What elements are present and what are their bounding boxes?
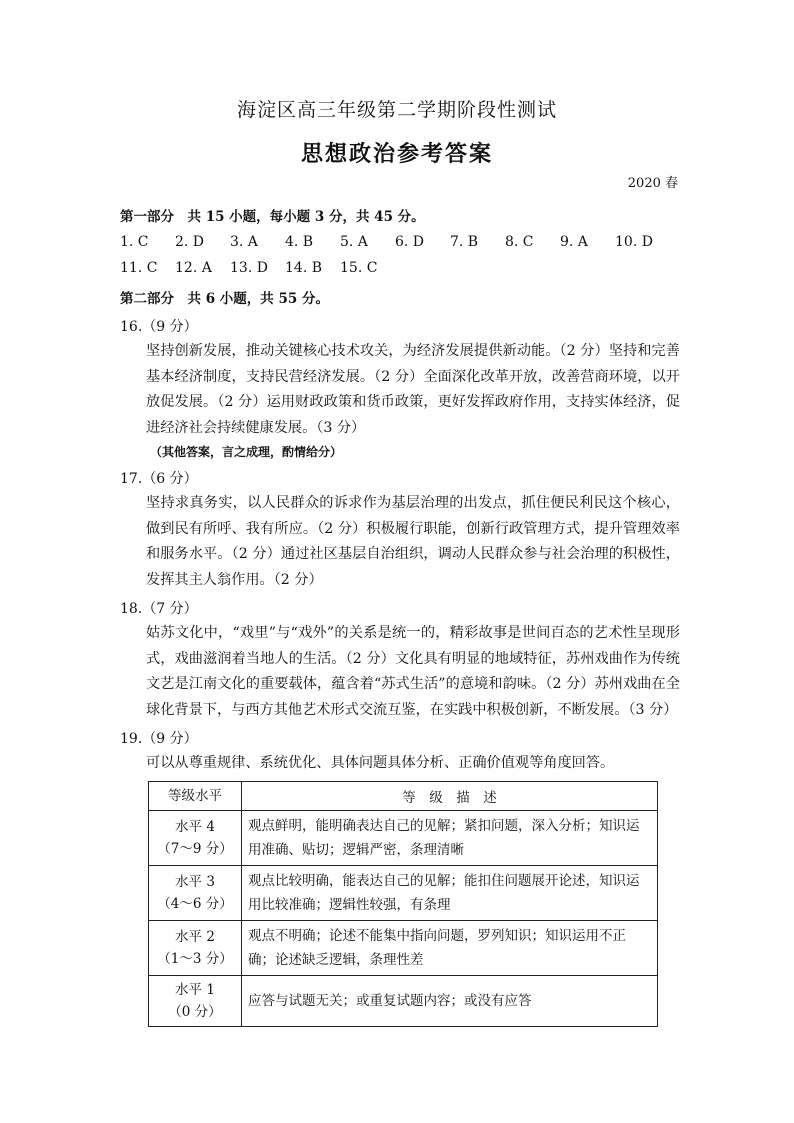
part1-heading: 第一部分 共 15 小题，每小题 3 分，共 45 分。 bbox=[120, 209, 425, 225]
answer-item: 15. C bbox=[340, 260, 378, 276]
level-name: 水平 4 bbox=[175, 818, 215, 835]
answer-item: 11. C bbox=[120, 260, 158, 276]
answer-item: 10. D bbox=[615, 234, 653, 250]
question-19-heading: 19.（9 分） bbox=[120, 731, 198, 747]
table-row bbox=[149, 810, 658, 865]
level-cell bbox=[149, 920, 242, 975]
table-header-row bbox=[149, 781, 658, 810]
table-row bbox=[149, 865, 658, 920]
level-description: 应答与试题无关；或重复试题内容；或没有应答 bbox=[242, 975, 658, 1026]
question-16-heading: 16.（9 分） bbox=[120, 319, 198, 335]
answer-item: 13. D bbox=[230, 260, 268, 276]
document-subtitle: 思想政治参考答案 bbox=[300, 141, 493, 167]
answer-item: 7. B bbox=[450, 234, 479, 250]
level-range: （0 分） bbox=[168, 1003, 222, 1020]
level-description: 观点不明确；论述不能集中指向问题，罗列知识；知识运用不正确；论述缺乏逻辑，条理性差 bbox=[242, 920, 658, 975]
answer-item: 8. C bbox=[505, 234, 534, 250]
level-name: 水平 2 bbox=[175, 928, 215, 945]
level-name: 水平 1 bbox=[175, 981, 215, 998]
question-18-answer: 姑苏文化中，“戏里”与“戏外”的关系是统一的，精彩故事是世间百态的艺术性呈现形式，戏曲滋润着当地人的生活。（2 分）文化具有明显的地域特征，苏州戏曲作为传统文艺是江南文化的重要载体，蕴含着“苏式生活”的意境和韵味。（2 分）苏州戏曲在全球化背景下，与西方其他艺术形式交流互鉴，在实践中积极创新，不断发展。（3 分） bbox=[146, 625, 680, 718]
answer-item: 4. B bbox=[285, 234, 314, 250]
answer-item: 12. A bbox=[175, 260, 212, 276]
level-description: 观点比较明确，能表达自己的见解；能扣住问题展开论述，知识运用比较准确；逻辑性较强，有条理 bbox=[242, 865, 658, 920]
table-header-description: 等 级 描 述 bbox=[242, 781, 658, 810]
answers-row-1 bbox=[120, 229, 680, 255]
level-range: （4～6 分） bbox=[157, 895, 233, 912]
answer-item: 1. C bbox=[120, 234, 149, 250]
answer-item: 14. B bbox=[285, 260, 323, 276]
question-17-heading: 17.（6 分） bbox=[120, 471, 198, 487]
level-cell bbox=[149, 975, 242, 1026]
question-17-answer: 坚持求真务实，以人民群众的诉求作为基层治理的出发点，抓住便民利民这个核心，做到民有所呼、我有所应。（2 分）积极履行职能，创新行政管理方式，提升管理效率和服务水平。（2 分）通过社区基层自治组织，调动人民群众参与社会治理的积极性，发挥其主人翁作用。（2 分） bbox=[146, 495, 680, 588]
answer-item: 2. D bbox=[175, 234, 205, 250]
answer-item: 6. D bbox=[395, 234, 425, 250]
grading-table bbox=[148, 781, 658, 1027]
level-cell bbox=[149, 810, 242, 865]
level-range: （1～3 分） bbox=[157, 950, 233, 967]
question-18-heading: 18.（7 分） bbox=[120, 601, 198, 617]
table-header-level: 等级水平 bbox=[149, 781, 242, 810]
question-19-intro: 可以从尊重规律、系统优化、具体问题具体分析、正确价值观等角度回答。 bbox=[146, 755, 615, 771]
answer-item: 5. A bbox=[340, 234, 368, 250]
level-range: （7～9 分） bbox=[157, 840, 233, 857]
level-description: 观点鲜明，能明确表达自己的见解；紧扣问题，深入分析；知识运用准确、贴切；逻辑严密，条理清晰 bbox=[242, 810, 658, 865]
level-name: 水平 3 bbox=[175, 873, 215, 890]
exam-title: 海淀区高三年级第二学期阶段性测试 bbox=[236, 99, 557, 121]
table-row bbox=[149, 975, 658, 1026]
content bbox=[120, 205, 680, 1027]
part2-heading: 第二部分 共 6 小题，共 55 分。 bbox=[120, 291, 329, 307]
answer-item: 9. A bbox=[560, 234, 588, 250]
table-row bbox=[149, 920, 658, 975]
answer-item: 3. A bbox=[230, 234, 258, 250]
level-cell bbox=[149, 865, 242, 920]
scoring-note: （其他答案，言之成理，酌情给分） bbox=[150, 445, 343, 459]
season-label: 2020 春 bbox=[627, 176, 678, 191]
answers-row-2 bbox=[120, 255, 680, 281]
question-16-answer: 坚持创新发展，推动关键核心技术攻关，为经济发展提供新动能。（2 分）坚持和完善基本经济制度，支持民营经济发展。（2 分）全面深化改革开放，改善营商环境，以开放促发展。（2 分）运用财政政策和货币政策，更好发挥政府作用，支持实体经济，促进经济社会持续健康发展。（3 分） bbox=[146, 343, 680, 436]
